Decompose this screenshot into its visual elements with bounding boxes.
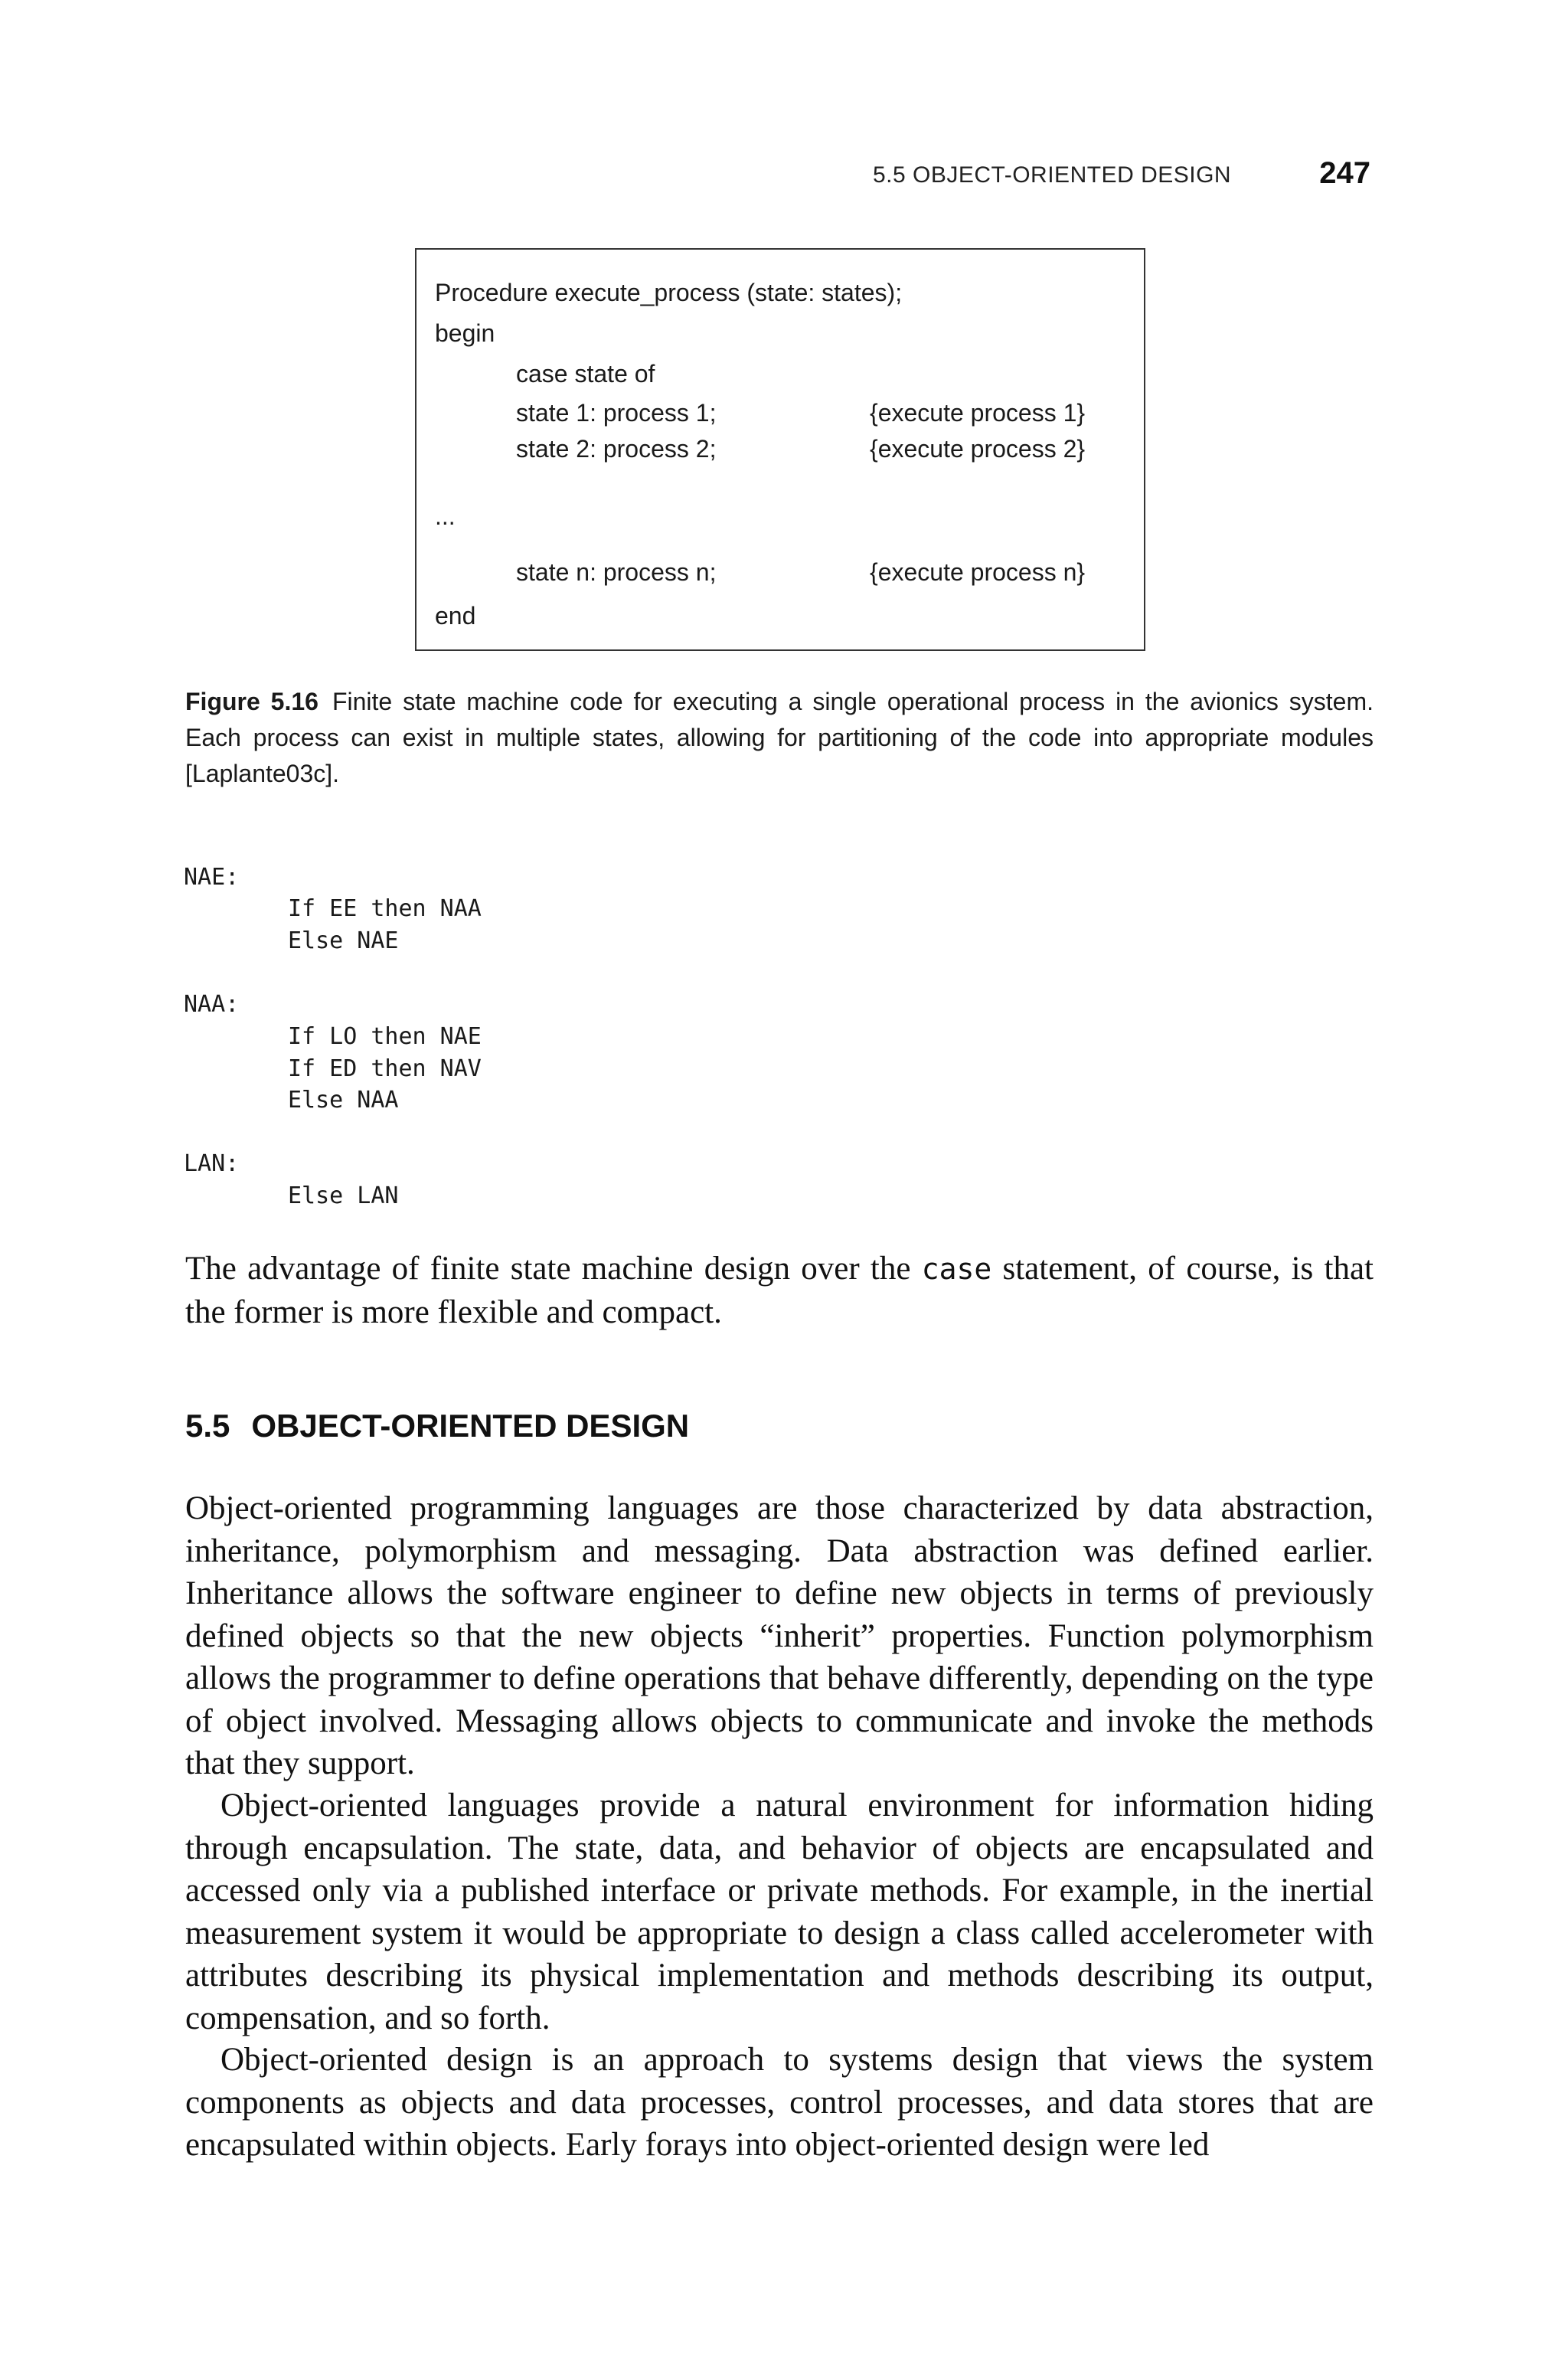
code-line-staten: state n: process n; [516,558,717,586]
caption-text: Finite state machine code for executing a single operational process in the avionics system. Each process can exist in multiple states, allowing for partitioning of the code into appropriate modules [Laplante03c]. [185,688,1374,787]
text-run: The advantage of finite state machine design over the [185,1251,922,1287]
section-number: 5.5 [185,1408,230,1444]
code-line-ellipsis: ... [435,502,456,530]
code-comment-state1: {execute process 1} [870,399,1086,427]
code-comment-state2: {execute process 2} [870,435,1086,463]
fsm-rule: If ED then NAV [288,1055,482,1082]
paragraph-2: Object-oriented languages provide a natural environment for information hiding through encapsulation. The state, data, and behavior of objects are encapsulated and accessed only via a published interface or private methods. For example, in the inertial measurement system it would be appropriate to design a class called accelerometer with attributes describing its physical implementation and methods describing its output, compensation, and so forth. [185,1787,1374,2036]
fsm-rule: Else NAA [288,1087,399,1114]
figure-label: Figure 5.16 [185,688,318,715]
fsm-rule: Else NAE [288,927,399,954]
code-line-case: case state of [516,360,655,388]
code-line-procedure: Procedure execute_process (state: states); [435,279,903,306]
section-title: OBJECT-ORIENTED DESIGN [251,1408,690,1444]
inline-code: case [921,1252,992,1286]
paragraph-fsm-advantage [185,1248,1374,1333]
page-number: 247 [1319,156,1370,190]
figure-caption [185,684,1374,792]
section-heading [185,1408,689,1444]
fsm-rule: Else LAN [288,1182,399,1209]
code-line-begin: begin [435,319,495,347]
paragraph-3: Object-oriented design is an approach to systems design that views the system components as objects and data processes, control processes, and data stores that are encapsulated within objects. Early forays into object-oriented design were led [185,2042,1374,2163]
code-comment-staten: {execute process n} [870,558,1086,586]
text-run: statement, of course, is that the former is more flexible and compact. [185,1251,1374,1330]
code-line-state1: state 1: process 1; [516,399,717,427]
fsm-state-lan: LAN: [184,1150,240,1177]
fsm-state-naa: NAA: [184,991,240,1018]
fsm-rule: If EE then NAA [288,895,482,922]
paragraph-1: Object-oriented programming languages are those characterized by data abstraction, inheritance, polymorphism and messaging. Data abstraction was defined earlier. Inheritance allows the software engineer to define new objects in terms of previously defined objects so that the new objects “inherit” properties. Function polymorphism allows the programmer to define operations that behave differently, depending on the type of object involved. Messaging allows objects to communicate and invoke the methods that they support. [185,1490,1374,1781]
fsm-state-nae: NAE: [184,864,240,891]
running-head: 5.5 OBJECT-ORIENTED DESIGN [873,162,1232,188]
code-line-state2: state 2: process 2; [516,435,717,463]
figure-code-box [415,248,1145,651]
fsm-rule: If LO then NAE [288,1023,482,1050]
code-line-end: end [435,602,476,630]
